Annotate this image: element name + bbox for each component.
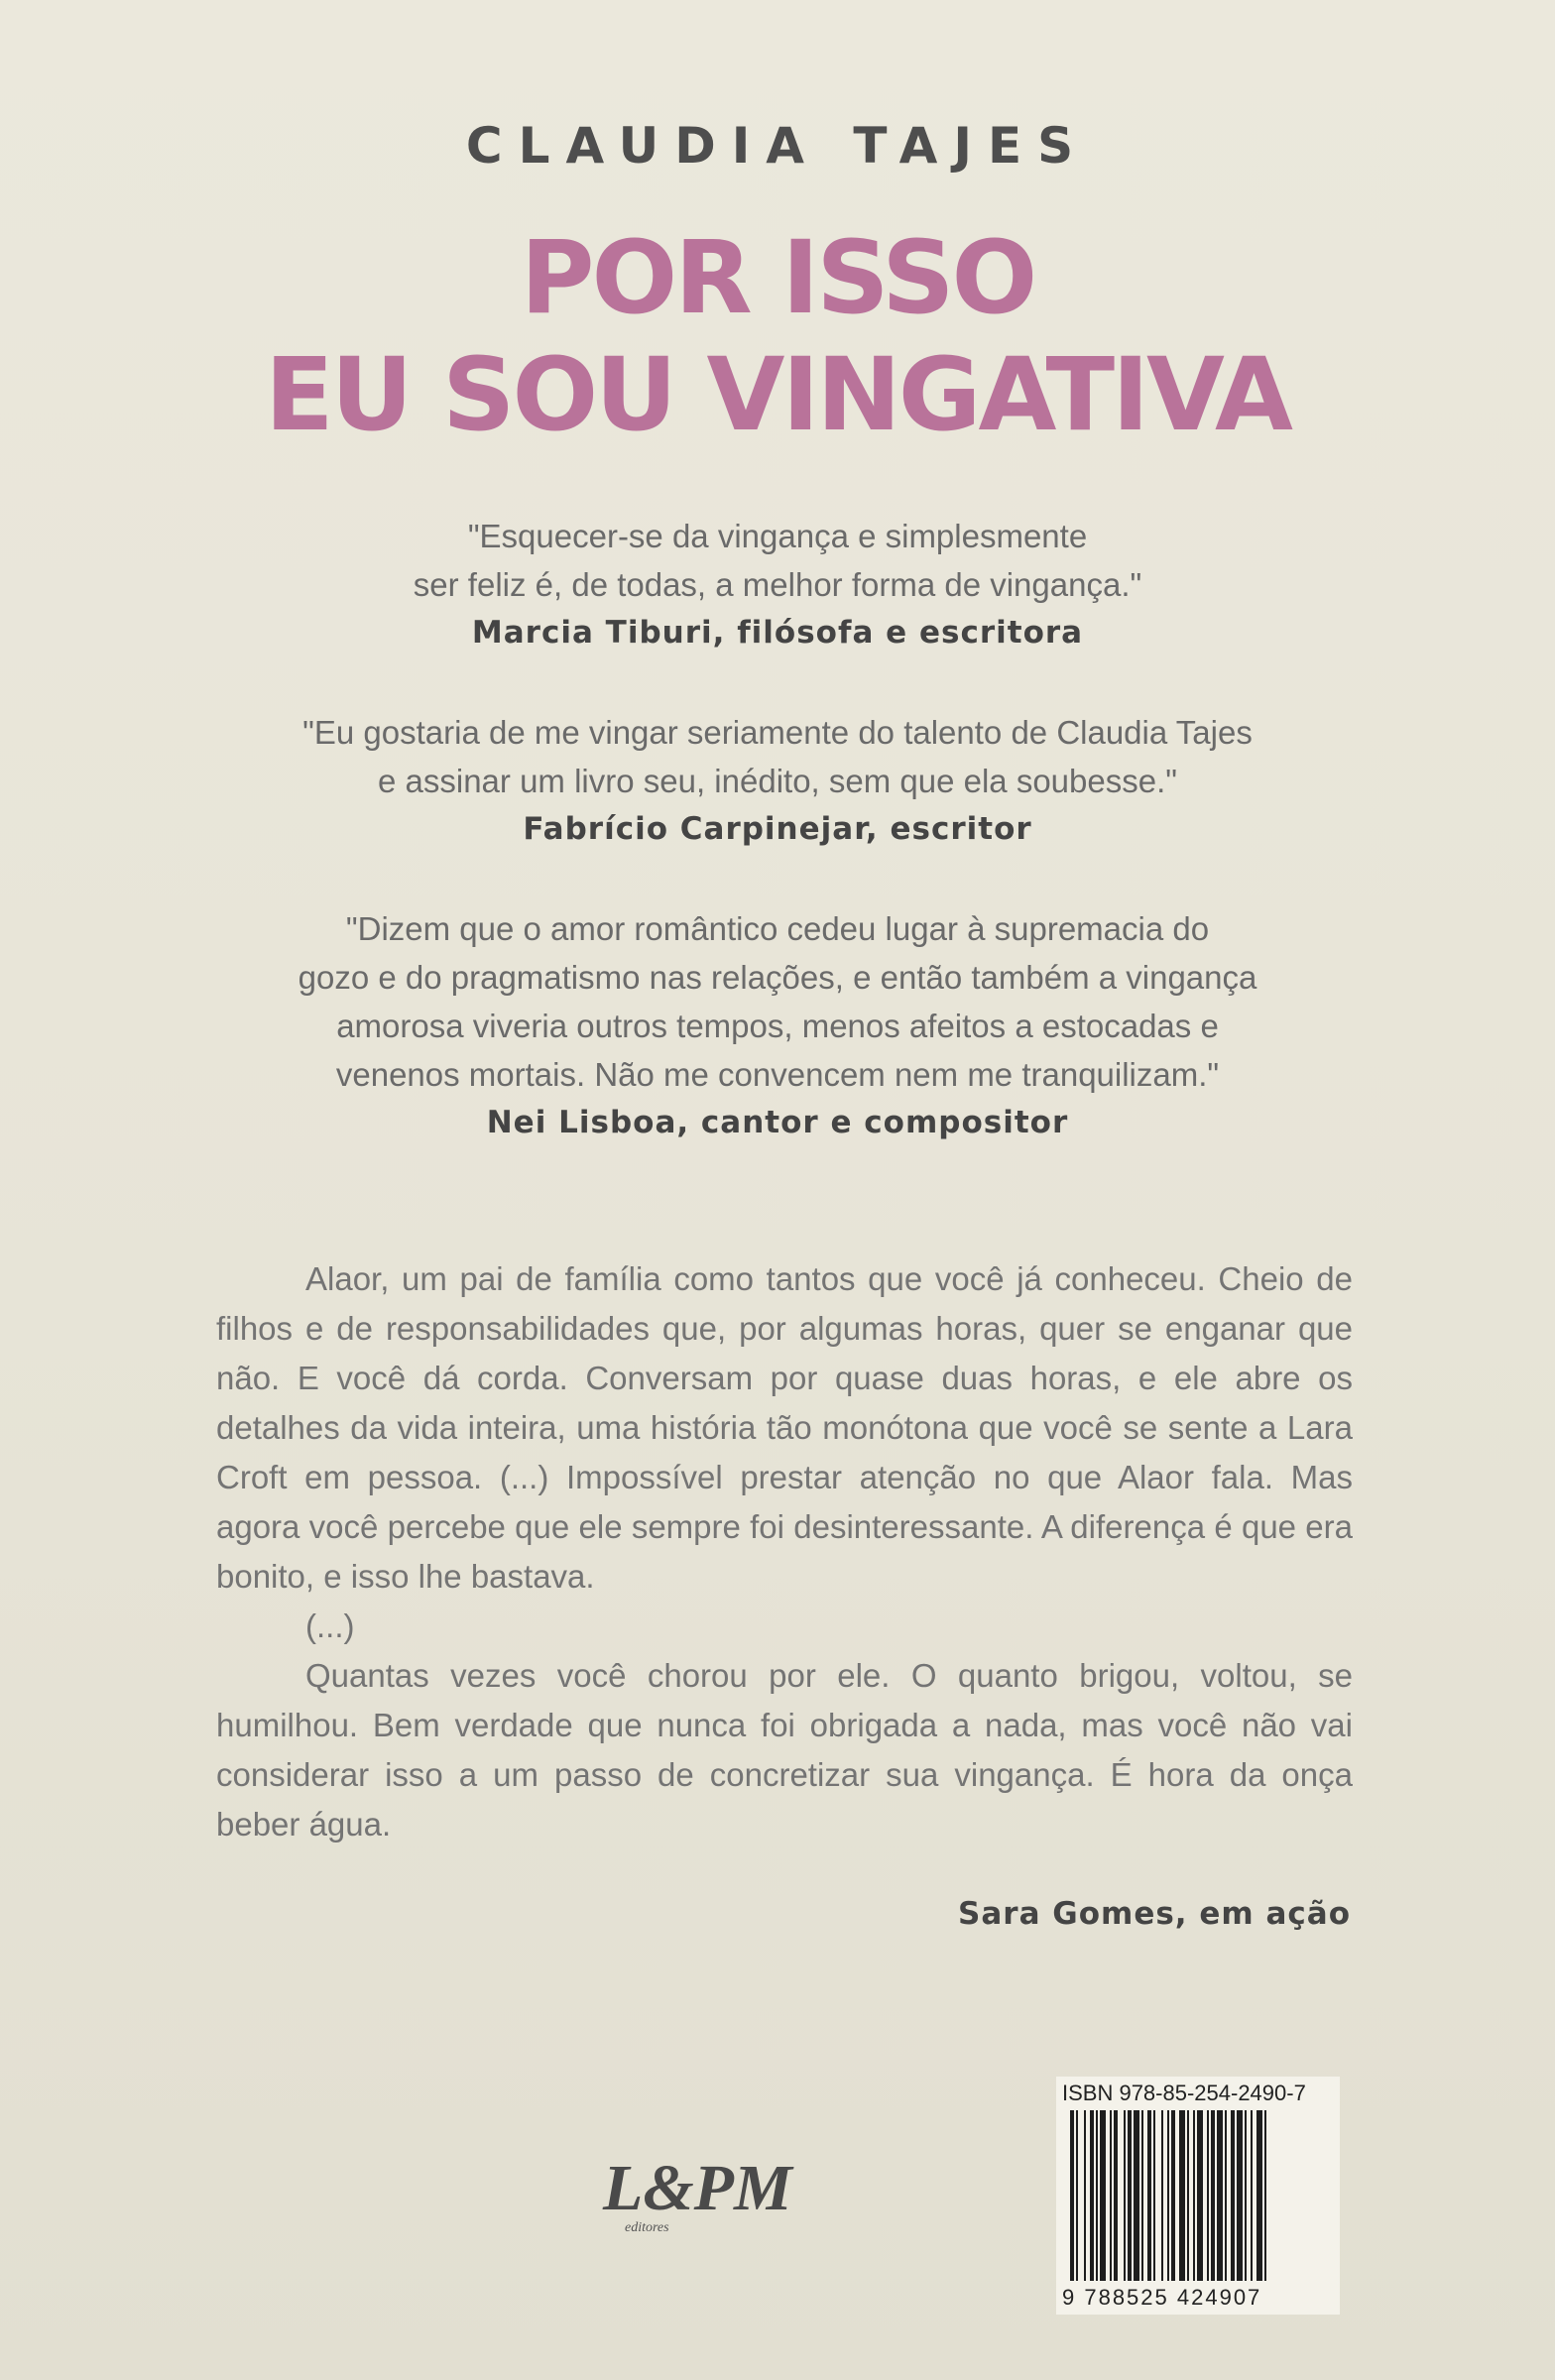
barcode-bar xyxy=(1179,2110,1185,2281)
barcode-bar xyxy=(1100,2110,1106,2281)
barcode-digits: 9 788525 424907 xyxy=(1062,2285,1262,2310)
barcode-bar xyxy=(1096,2110,1098,2281)
quote-line: "Esquecer-se da vingança e simplesmente xyxy=(467,518,1088,554)
barcode-bar xyxy=(1134,2110,1139,2281)
barcode-bar xyxy=(1070,2110,1074,2281)
barcode-bar xyxy=(1161,2110,1163,2281)
barcode-bar xyxy=(1231,2110,1235,2281)
quote-line: "Dizem que o amor romântico cedeu lugar à supremacia do xyxy=(345,910,1210,947)
excerpt-paragraph: Quantas vezes você chorou por ele. O quanto brigou, voltou, se humilhou. Bem verdade que nunca foi obrigada a nada, mas você não vai considerar isso a um passo de concretizar sua vingança. É hora da onça beber água. xyxy=(216,1657,1353,1843)
barcode-bar xyxy=(1076,2110,1078,2281)
book-excerpt xyxy=(216,1254,1353,1849)
barcode-bar xyxy=(1256,2110,1262,2281)
quote-source: Marcia Tiburi, filósofa e escritora xyxy=(471,615,1084,651)
logo-sub: editores xyxy=(625,2220,669,2235)
quote-source: Nei Lisboa, cantor e compositor xyxy=(486,1105,1069,1140)
barcode-bar xyxy=(1217,2110,1223,2281)
quote-line: gozo e do pragmatismo nas relações, e então também a vingança xyxy=(298,959,1257,996)
barcode-bar xyxy=(1141,2110,1143,2281)
barcode-bar xyxy=(1251,2110,1253,2281)
isbn-barcode xyxy=(1056,2077,1340,2315)
barcode-bar xyxy=(1264,2110,1266,2281)
quote-line: "Eu gostaria de me vingar seriamente do talento de Claudia Tajes xyxy=(302,714,1253,751)
barcode-bar xyxy=(1245,2110,1247,2281)
barcode-bar xyxy=(1171,2110,1175,2281)
title-line-1: POR ISSO xyxy=(520,219,1035,337)
excerpt-paragraph: Alaor, um pai de família como tantos que você já conheceu. Cheio de filhos e de responsabilidades que, por algumas horas, quer se enganar que não. E você dá corda. Conversam por quase duas horas, e ele abre os detalhes da vida inteira, uma história tão monótona que você se sente a Lara Croft em pessoa. (...) Impossível prestar atenção no que Alaor fala. Mas agora você percebe que ele sempre foi desinteressante. A diferença é que era bonito, e isso lhe bastava. xyxy=(216,1260,1353,1595)
barcode-bar xyxy=(1110,2110,1112,2281)
barcode-bar xyxy=(1153,2110,1155,2281)
barcode-bar xyxy=(1211,2110,1215,2281)
barcode-bar xyxy=(1193,2110,1195,2281)
quote-tiburi xyxy=(198,512,1357,657)
quote-line: venenos mortais. Não me convencem nem me tranquilizam." xyxy=(335,1056,1220,1093)
barcode-bar xyxy=(1124,2110,1126,2281)
logo-text: L&PM xyxy=(603,2152,792,2224)
barcode-bar xyxy=(1237,2110,1243,2281)
barcode-bars xyxy=(1056,2077,1340,2315)
quote-carpinejar xyxy=(198,708,1357,854)
quote-line: ser feliz é, de todas, a melhor forma de vingança." xyxy=(413,566,1142,603)
excerpt-signature: Sara Gomes, em ação xyxy=(958,1896,1351,1932)
quote-source: Fabrício Carpinejar, escritor xyxy=(523,811,1032,847)
author-name: CLAUDIA TAJES xyxy=(465,117,1090,175)
barcode-bar xyxy=(1197,2110,1203,2281)
isbn-number: ISBN 978-85-254-2490-7 xyxy=(1062,2081,1306,2105)
title-line-2: EU SOU VINGATIVA xyxy=(264,336,1290,454)
barcode-bar xyxy=(1187,2110,1189,2281)
barcode-bar xyxy=(1207,2110,1209,2281)
publisher-logo xyxy=(595,2132,813,2241)
quote-line: amorosa viveria outros tempos, menos afeitos a estocadas e xyxy=(336,1008,1219,1044)
barcode-bar xyxy=(1090,2110,1094,2281)
barcode-bar xyxy=(1114,2110,1118,2281)
barcode-bar xyxy=(1084,2110,1086,2281)
quote-lisboa xyxy=(198,904,1357,1147)
quote-line: e assinar um livro seu, inédito, sem que ela soubesse." xyxy=(378,763,1177,799)
excerpt-ellipsis: (...) xyxy=(305,1607,355,1644)
barcode-bar xyxy=(1225,2110,1227,2281)
barcode-bar xyxy=(1128,2110,1132,2281)
barcode-bar xyxy=(1147,2110,1151,2281)
book-title xyxy=(0,220,1555,454)
barcode-bar xyxy=(1167,2110,1169,2281)
